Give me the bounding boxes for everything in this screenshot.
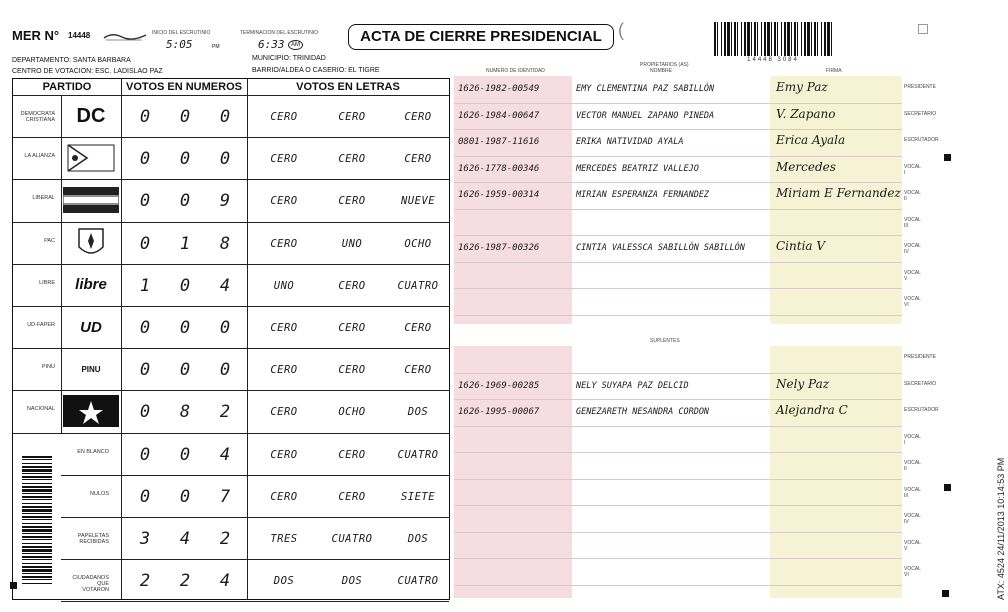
vote-word: CERO <box>338 490 366 503</box>
vote-digit: 0 <box>139 233 151 254</box>
column-divider <box>61 95 62 433</box>
inicio-escrutinio-label: INICIO DEL ESCRUTINIO <box>152 30 211 36</box>
row-divider <box>13 95 449 96</box>
vote-word: CERO <box>338 111 366 123</box>
vote-digit: 8 <box>219 233 231 254</box>
member-name: MIRIAN ESPERANZA FERNANDEZ <box>576 190 710 200</box>
vote-digit: 0 <box>219 318 231 338</box>
party-name: PAC <box>44 237 55 244</box>
row-divider <box>13 348 449 349</box>
vote-word: CERO <box>270 406 298 419</box>
party-logo-icon <box>63 183 119 217</box>
vote-digit: 0 <box>179 360 191 381</box>
vote-digit: 0 <box>139 149 151 170</box>
vote-word: OCHO <box>338 406 366 419</box>
row-role-label: VOCAL IV <box>904 513 921 525</box>
row-divider <box>61 601 449 602</box>
vote-digit: 0 <box>179 486 191 507</box>
member-name: VECTOR MANUEL ZAPANO PINEDA <box>576 110 715 121</box>
party-logo-icon: DC <box>76 104 106 127</box>
row-role-label: VOCAL V <box>904 539 921 552</box>
column-divider <box>121 79 122 599</box>
member-signature: Alejandra C <box>776 403 848 417</box>
party-name: PINU <box>41 364 55 371</box>
member-id: 1626-1778-00346 <box>458 163 540 174</box>
row-divider <box>454 209 902 210</box>
centro-votacion-field: CENTRO DE VOTACION: ESC. LADISLAO PAZ <box>12 68 163 75</box>
vote-word: CERO <box>338 364 366 377</box>
row-divider <box>61 559 449 560</box>
vote-digit: 2 <box>219 529 231 549</box>
member-id: 1626-1995-00067 <box>458 407 540 417</box>
member-name: GENEZARETH NESANDRA CORDON <box>576 407 710 417</box>
member-signature: V. Zapano <box>776 106 836 121</box>
vote-digit: 0 <box>179 318 191 338</box>
party-name: LIBERAL <box>32 195 55 202</box>
mer-number: 14448 <box>68 31 91 40</box>
row-divider <box>454 479 902 480</box>
vote-digit: 2 <box>219 402 231 423</box>
vote-digit: 1 <box>139 275 151 296</box>
corner-square <box>918 24 928 34</box>
vote-word: CERO <box>270 237 298 250</box>
header-partido: PARTIDO <box>42 81 92 93</box>
vote-digit: 2 <box>139 571 151 592</box>
party-name: LIBRE <box>39 279 55 286</box>
party-name: NACIONAL <box>26 406 55 413</box>
vote-digit: 0 <box>139 191 151 212</box>
row-divider <box>61 517 449 518</box>
suplentes-label: SUPLENTES <box>650 338 680 344</box>
row-role-label: VOCAL IV <box>904 243 921 255</box>
member-signature: Nely Paz <box>776 376 830 391</box>
vote-digit: 0 <box>179 444 191 465</box>
terminacion-ampm: AM <box>288 40 303 50</box>
party-name: NULOS <box>90 490 109 497</box>
vote-digit: 0 <box>179 107 191 127</box>
row-divider <box>454 182 902 183</box>
row-role-label: SECRETARIO <box>904 380 937 387</box>
row-role-label: VOCAL III <box>904 486 921 499</box>
member-signature: Cintia V <box>776 239 826 253</box>
row-divider <box>454 288 902 289</box>
row-divider <box>13 390 449 391</box>
party-logo-icon <box>63 394 119 428</box>
member-id: 1626-1982-00549 <box>458 84 540 94</box>
nombre-label: NOMBRE <box>650 68 672 74</box>
vote-word: CERO <box>338 322 366 334</box>
vote-digit: 0 <box>179 149 191 170</box>
row-role-label: SECRETARIO <box>904 110 937 117</box>
identidad-label: NUMERO DE IDENTIDAD <box>486 68 545 74</box>
party-name: LA ALIANZA <box>24 153 55 160</box>
vote-word: CERO <box>270 195 298 208</box>
signatures-panel <box>454 62 939 600</box>
tse-logo-icon <box>102 30 148 42</box>
row-role-label: ESCRUTADOR <box>904 137 939 143</box>
party-name: EN BLANCO <box>77 448 109 455</box>
departamento-field: DEPARTAMENTO: SANTA BARBARA <box>12 57 131 64</box>
vote-word: CERO <box>270 448 298 461</box>
member-id: 1626-1984-00647 <box>458 110 540 121</box>
member-name: MERCEDES BEATRIZ VALLEJO <box>576 163 699 174</box>
row-divider <box>13 264 449 265</box>
party-logo-icon: PINU <box>81 364 101 374</box>
barcode-number: 14448 3084 <box>747 57 799 63</box>
row-divider <box>61 475 449 476</box>
member-name: CINTIA VALESSCA SABILLÓN SABILLÓN <box>576 243 745 253</box>
member-name: ERIKA NATIVIDAD AYALA <box>576 137 684 147</box>
propietarios-label: PROPIETARIOS (AS) <box>640 62 689 68</box>
member-signature: Emy Paz <box>776 80 828 94</box>
registration-mark <box>944 154 951 161</box>
vote-digit: 0 <box>139 318 151 338</box>
row-divider <box>454 426 902 427</box>
vote-word: DOS <box>273 575 295 588</box>
vote-word: CERO <box>270 364 298 377</box>
row-divider <box>454 585 902 586</box>
vote-digit: 0 <box>139 360 151 381</box>
header-votos-letras: VOTOS EN LETRAS <box>296 81 400 93</box>
member-name: NELY SUYAPA PAZ DELCID <box>576 380 689 391</box>
vote-digit: 4 <box>179 529 191 549</box>
row-divider <box>454 373 902 374</box>
member-id: 1626-1987-00326 <box>458 243 540 253</box>
party-logo-icon <box>63 141 119 175</box>
party-logo-icon <box>63 226 119 260</box>
vote-word: CERO <box>404 111 432 123</box>
vote-word: CERO <box>270 111 298 123</box>
row-divider <box>454 452 902 453</box>
vote-digit: 9 <box>219 191 231 212</box>
row-divider <box>13 137 449 138</box>
vote-digit: 0 <box>219 149 231 170</box>
member-signature: Erica Ayala <box>776 133 846 147</box>
vote-word: TRES <box>270 533 298 545</box>
side-timestamp: ATX: 4524 24/11/2013 10:14:53 PM <box>996 457 1006 600</box>
inicio-ampm: PM <box>212 44 220 50</box>
member-id: 0801-1987-11616 <box>458 137 540 147</box>
terminacion-escrutinio-label: TERMINACION DEL ESCRUTINIO <box>240 30 319 36</box>
row-role-label: VOCAL I <box>904 163 921 176</box>
row-divider <box>454 103 902 104</box>
vote-digit: 4 <box>219 571 231 592</box>
vote-word: CERO <box>338 195 366 208</box>
vote-word: CERO <box>338 279 366 292</box>
row-role-label: VOCAL VI <box>904 566 921 578</box>
registration-mark <box>944 484 951 491</box>
party-logo-icon: libre <box>75 276 107 294</box>
vote-digit: 0 <box>139 444 151 465</box>
vote-word: OCHO <box>404 237 432 250</box>
party-name: CIUDADANOS QUE VOTARON <box>72 575 109 594</box>
vote-digit: 0 <box>219 107 231 127</box>
vote-word: NUEVE <box>400 195 436 208</box>
vote-digit: 1 <box>179 233 191 254</box>
vote-digit: 0 <box>219 360 231 381</box>
vote-digit: 8 <box>179 402 191 423</box>
party-logo-icon: UD <box>80 318 102 336</box>
member-signature: Miriam E Fernandez <box>776 186 901 200</box>
row-divider <box>454 235 902 236</box>
vote-digit: 4 <box>219 275 231 296</box>
row-role-label: PRESIDENTE <box>904 354 936 360</box>
row-divider <box>454 399 902 400</box>
vote-digit: 4 <box>219 444 231 465</box>
acta-title: ACTA DE CIERRE PRESIDENCIAL <box>348 24 614 50</box>
firma-label: FIRMA <box>826 68 842 74</box>
party-name: PAPELETAS RECIBIDAS <box>77 533 109 545</box>
vote-digit: 0 <box>139 486 151 507</box>
row-role-label: VOCAL III <box>904 216 921 229</box>
inicio-escrutinio-value: 5:05 <box>166 38 193 51</box>
vote-word: CUATRO <box>331 533 373 545</box>
vote-word: CERO <box>270 153 298 166</box>
vote-word: UNO <box>341 237 363 250</box>
terminacion-escrutinio-value: 6:33 <box>258 38 285 51</box>
party-name: DEMOCRATA CRISTIANA <box>20 111 55 123</box>
row-role-label: VOCAL VI <box>904 296 921 308</box>
vote-digit: 7 <box>219 486 231 507</box>
row-role-label: VOCAL II <box>904 190 921 202</box>
row-divider <box>13 222 449 223</box>
barrio-field: BARRIO/ALDEA O CASERIO: EL TIGRE <box>252 67 380 74</box>
vote-word: CERO <box>338 448 366 461</box>
row-role-label: PRESIDENTE <box>904 84 936 90</box>
registration-mark <box>942 590 949 597</box>
member-signature: Mercedes <box>776 159 836 174</box>
vote-digit: 0 <box>179 191 191 212</box>
municipio-field: MUNICIPIO: TRINIDAD <box>252 55 326 62</box>
vote-word: DOS <box>407 406 429 419</box>
member-id: 1626-1959-00314 <box>458 190 540 200</box>
row-role-label: VOCAL V <box>904 269 921 282</box>
header-votos-numeros: VOTOS EN NUMEROS <box>126 81 242 93</box>
barcode-icon <box>714 22 832 56</box>
row-divider <box>454 505 902 506</box>
vote-digit: 2 <box>179 571 191 592</box>
vote-word: CERO <box>404 322 432 334</box>
vote-word: CUATRO <box>397 575 439 588</box>
corner-mark: ( <box>618 20 624 40</box>
row-divider <box>454 129 902 130</box>
vote-word: CUATRO <box>397 448 439 461</box>
vote-digit: 0 <box>179 275 191 296</box>
vote-digit: 0 <box>139 107 151 127</box>
member-name: EMY CLEMENTINA PAZ SABILLÓN <box>576 84 715 94</box>
vote-word: CERO <box>270 322 298 334</box>
row-divider <box>13 306 449 307</box>
member-id: 1626-1969-00285 <box>458 380 540 391</box>
row-divider <box>454 532 902 533</box>
mer-label: MER N° <box>12 28 60 43</box>
vote-word: CERO <box>270 490 298 503</box>
vote-word: CERO <box>404 153 432 166</box>
registration-mark <box>10 582 17 589</box>
row-role-label: VOCAL II <box>904 460 921 472</box>
column-divider <box>247 79 248 599</box>
vote-word: CUATRO <box>397 279 439 292</box>
vote-digit: 3 <box>139 529 151 549</box>
row-divider <box>454 262 902 263</box>
row-divider <box>454 156 902 157</box>
row-divider <box>454 315 902 316</box>
row-divider <box>13 179 449 180</box>
vote-word: CERO <box>338 153 366 166</box>
vote-digit: 0 <box>139 402 151 423</box>
votes-table <box>12 78 450 600</box>
vote-word: UNO <box>273 279 295 292</box>
row-role-label: VOCAL I <box>904 433 921 446</box>
row-divider <box>13 433 449 434</box>
vote-word: CERO <box>404 364 432 377</box>
row-divider <box>454 558 902 559</box>
side-barcode-icon <box>22 456 52 586</box>
vote-word: DOS <box>341 575 363 588</box>
vote-word: DOS <box>407 533 429 545</box>
party-name: UD-FAPER <box>27 322 55 328</box>
vote-word: SIETE <box>400 490 436 503</box>
row-role-label: ESCRUTADOR <box>904 407 939 413</box>
